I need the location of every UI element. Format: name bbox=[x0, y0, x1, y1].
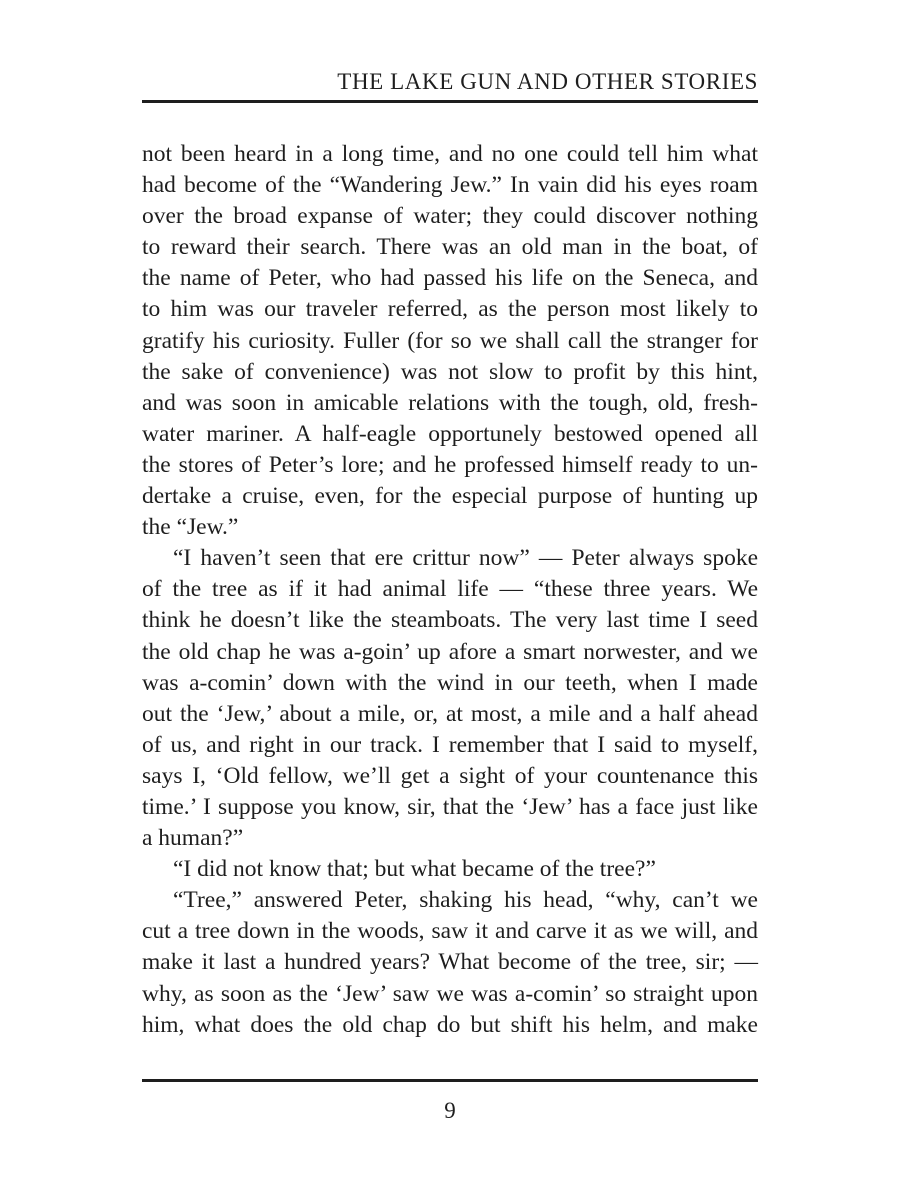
text-line: the “Jew.” bbox=[142, 514, 239, 541]
text-line: out the ‘Jew,’ about a mile, or, at most, a mile and a half ahead bbox=[142, 700, 758, 727]
text-line: to reward their search. There was an old man in the boat, of bbox=[142, 234, 758, 261]
text-line: water mariner. A half-eagle opportunely bestowed opened all bbox=[142, 420, 758, 447]
text-line: and was soon in amicable relations with the tough, old, fresh- bbox=[142, 389, 758, 416]
text-line: “Tree,” answered Peter, shaking his head, “why, can’t we bbox=[173, 887, 758, 914]
page-number: 9 bbox=[444, 1098, 456, 1123]
text-line: time.’ I suppose you know, sir, that the ‘Jew’ has a face just like bbox=[142, 793, 758, 820]
header-rule bbox=[142, 100, 758, 103]
text-line: “I did not know that; but what became of the tree?” bbox=[173, 856, 656, 883]
text-line: cut a tree down in the woods, saw it and carve it as we will, and bbox=[142, 918, 758, 945]
text-line: the name of Peter, who had passed his life on the Seneca, and bbox=[142, 265, 758, 292]
text-line: him, what does the old chap do but shift his helm, and make bbox=[142, 1011, 758, 1038]
text-line: to him was our traveler referred, as the person most likely to bbox=[142, 296, 758, 323]
text-line: the stores of Peter’s lore; and he professed himself ready to un- bbox=[142, 451, 758, 478]
text-line: “I haven’t seen that ere crittur now” — Peter always spoke bbox=[173, 545, 758, 572]
text-line: the sake of convenience) was not slow to profit by this hint, bbox=[142, 358, 758, 385]
text-line: of the tree as if it had animal life — “these three years. We bbox=[142, 576, 758, 603]
text-line: make it last a hundred years? What become of the tree, sir; — bbox=[142, 949, 758, 976]
text-line: over the broad expanse of water; they could discover nothing bbox=[142, 203, 758, 230]
text-line: the old chap he was a-goin’ up afore a smart norwester, and we bbox=[142, 638, 758, 665]
text-line: why, as soon as the ‘Jew’ saw we was a-comin’ so straight upon bbox=[142, 980, 758, 1007]
text-line: not been heard in a long time, and no one could tell him what bbox=[142, 141, 758, 167]
running-head: THE LAKE GUN AND OTHER STORIES bbox=[337, 69, 758, 94]
text-line: of us, and right in our track. I remember that I said to myself, bbox=[142, 731, 758, 758]
text-line: says I, ‘Old fellow, we’ll get a sight of your countenance this bbox=[142, 762, 758, 789]
text-line: dertake a cruise, even, for the especial purpose of hunting up bbox=[142, 483, 758, 510]
footer-rule bbox=[142, 1079, 758, 1082]
text-line: think he doesn’t like the steamboats. The very last time I seed bbox=[142, 607, 758, 634]
body-text bbox=[142, 139, 758, 1041]
text-line: was a-comin’ down with the wind in our teeth, when I made bbox=[142, 669, 758, 696]
text-line: gratify his curiosity. Fuller (for so we shall call the stranger for bbox=[142, 327, 758, 354]
text-line: had become of the “Wandering Jew.” In vain did his eyes roam bbox=[142, 172, 758, 199]
text-line: a human?” bbox=[142, 825, 244, 852]
